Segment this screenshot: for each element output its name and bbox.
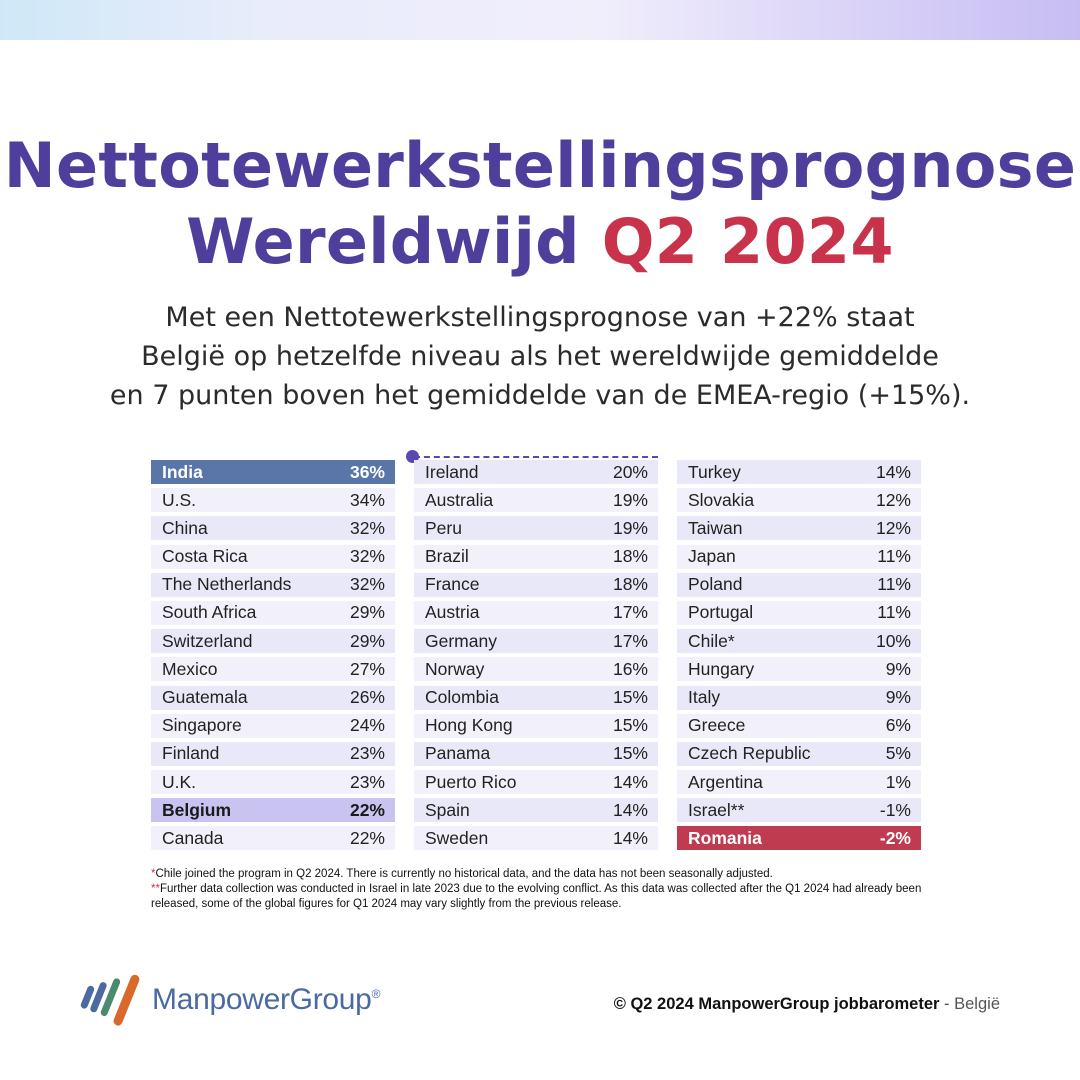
table-row [414, 573, 658, 597]
outlook-value: 29% [349, 602, 385, 623]
country-name: Czech Republic [688, 743, 811, 764]
outlook-value: 19% [612, 489, 648, 510]
outlook-value: 20% [612, 461, 648, 482]
country-name: Belgium [162, 799, 232, 820]
table-row [414, 516, 658, 540]
subtitle-line-3: en 7 punten boven het gemiddelde van de EMEA-regio (+15%). [109, 380, 971, 411]
table-row [151, 826, 395, 850]
title-line-2-main: Wereldwijd [186, 205, 580, 278]
subtitle-line-1: Met een Nettotewerkstellingsprognose van +22% staat [165, 302, 915, 333]
country-name: Slovakia [688, 489, 755, 510]
table-row [677, 657, 921, 681]
outlook-value: 14% [612, 771, 648, 792]
country-name: Switzerland [162, 630, 253, 651]
outlook-value: 11% [877, 546, 911, 567]
outlook-value: 36% [349, 461, 385, 482]
country-name: Australia [425, 489, 494, 510]
country-name: Romania [688, 827, 762, 848]
copyright-country: - België [944, 995, 1000, 1013]
country-name: Guatemala [162, 687, 248, 707]
table-row [414, 742, 658, 766]
country-name: South Africa [162, 602, 257, 623]
outlook-value: 12% [875, 489, 911, 510]
copyright-source: Q2 2024 ManpowerGroup jobbarometer [630, 995, 940, 1013]
outlook-value: 29% [349, 630, 385, 651]
page-title [0, 128, 1080, 280]
table-row [677, 742, 921, 766]
country-name: Hong Kong [425, 715, 513, 736]
country-name: Ireland [425, 461, 479, 482]
footnote-1: *Chile joined the program in Q2 2024. There is currently no historical data, and the data has not been seasonally adjusted. [151, 868, 773, 880]
table-row [151, 516, 395, 540]
outlook-value: 11% [877, 574, 911, 595]
table-row [151, 545, 395, 569]
logo-wordmark: ManpowerGroup® [152, 983, 381, 1016]
table-row [414, 545, 658, 569]
country-name: Argentina [688, 771, 763, 792]
table-row [151, 798, 395, 822]
table-row [151, 714, 395, 738]
outlook-value: 17% [612, 630, 648, 651]
outlook-value: 22% [349, 827, 385, 848]
outlook-value: 34% [349, 489, 385, 510]
outlook-value: 24% [349, 715, 385, 736]
country-name: Greece [688, 715, 746, 736]
country-name: Poland [688, 574, 743, 595]
outlook-value: 14% [612, 799, 648, 820]
title-quarter: Q2 2024 [601, 205, 894, 278]
outlook-value: 26% [349, 687, 385, 707]
subtitle [60, 298, 1020, 415]
country-name: Austria [425, 602, 480, 623]
outlook-value: -1% [879, 799, 911, 820]
outlook-value: 15% [612, 743, 648, 764]
country-name: China [162, 517, 208, 538]
country-name: Costa Rica [162, 546, 248, 567]
country-name: Panama [425, 743, 491, 764]
table-row [414, 488, 658, 512]
outlook-value: 12% [875, 517, 911, 538]
table-row [151, 629, 395, 653]
table-row [414, 629, 658, 653]
table-row [151, 488, 395, 512]
ranking-column-3 [677, 460, 921, 855]
outlook-value: 9% [885, 658, 911, 679]
table-row [151, 573, 395, 597]
outlook-value: -2% [879, 827, 911, 848]
logo-bars-icon [80, 971, 146, 1029]
country-name: Norway [425, 658, 485, 679]
footnote-2: **Further data collection was conducted in Israel in late 2023 due to the evolving conflict. As this data was collected after the Q1 2024 had already been released, some of the global figures for Q1 2024 may vary slightly from the previous release. [151, 883, 922, 910]
country-name: Mexico [162, 658, 218, 679]
outlook-value: 23% [349, 743, 385, 764]
outlook-value: 18% [612, 574, 648, 595]
table-row [677, 629, 921, 653]
table-row [414, 826, 658, 850]
outlook-value: 27% [349, 658, 385, 679]
outlook-value: 32% [349, 546, 385, 567]
copyright-line: © Q2 2024 ManpowerGroup jobbarometer - België [613, 995, 1000, 1013]
country-name: Germany [425, 630, 497, 651]
outlook-value: 11% [877, 602, 911, 623]
title-line-2 [0, 204, 1080, 280]
country-name: Canada [162, 827, 224, 848]
table-row [414, 770, 658, 794]
country-name: Peru [425, 517, 462, 538]
outlook-value: 15% [612, 687, 648, 707]
table-row [414, 686, 658, 710]
country-name: U.K. [162, 771, 197, 792]
country-name: Turkey [688, 461, 741, 482]
country-name: Israel** [688, 799, 745, 820]
table-row [151, 601, 395, 625]
table-row [414, 601, 658, 625]
global-average-divider [414, 456, 658, 458]
country-name: France [425, 574, 480, 595]
outlook-value: 1% [885, 771, 911, 792]
table-row [677, 714, 921, 738]
outlook-value: 23% [349, 771, 385, 792]
outlook-value: 10% [875, 630, 911, 651]
table-row [677, 460, 921, 484]
country-name: Spain [425, 799, 470, 820]
table-row [414, 798, 658, 822]
country-name: Finland [162, 743, 220, 764]
table-row [677, 545, 921, 569]
country-name: Italy [688, 687, 721, 707]
country-name: Portugal [688, 602, 754, 623]
country-name: Chile* [688, 630, 735, 651]
table-row [677, 601, 921, 625]
table-row [151, 742, 395, 766]
table-row [677, 488, 921, 512]
top-gradient-band [0, 0, 1080, 40]
outlook-value: 32% [349, 517, 385, 538]
table-row [677, 686, 921, 710]
table-row [414, 714, 658, 738]
country-name: India [162, 461, 203, 482]
ranking-column-1 [151, 460, 395, 855]
country-name: Taiwan [688, 517, 743, 538]
outlook-value: 32% [349, 574, 385, 595]
table-row [414, 657, 658, 681]
outlook-value: 9% [885, 687, 911, 707]
manpowergroup-logo [80, 970, 380, 1030]
outlook-value: 19% [612, 517, 648, 538]
ranking-column-2 [414, 460, 658, 855]
subtitle-line-2: België op hetzelfde niveau als het wereldwijde gemiddelde [141, 341, 939, 372]
outlook-value: 5% [885, 743, 911, 764]
table-row [151, 770, 395, 794]
outlook-value: 18% [612, 546, 648, 567]
country-name: Sweden [425, 827, 489, 848]
table-row [151, 657, 395, 681]
country-name: Colombia [425, 687, 499, 707]
table-row [414, 460, 658, 484]
title-line-1: Nettotewerkstellingsprognose [3, 129, 1077, 202]
country-name: U.S. [162, 489, 197, 510]
outlook-value: 15% [612, 715, 648, 736]
country-name: Singapore [162, 715, 242, 736]
country-name: The Netherlands [162, 574, 292, 595]
footnotes [151, 867, 931, 912]
table-row [151, 460, 395, 484]
country-name: Brazil [425, 546, 469, 567]
country-name: Puerto Rico [425, 771, 517, 792]
outlook-value: 16% [612, 658, 648, 679]
outlook-value: 14% [612, 827, 648, 848]
outlook-value: 17% [612, 602, 648, 623]
country-name: Hungary [688, 658, 755, 679]
table-row [677, 770, 921, 794]
table-row [151, 686, 395, 710]
table-row [677, 516, 921, 540]
outlook-value: 14% [875, 461, 911, 482]
table-row [677, 826, 921, 850]
country-name: Japan [688, 546, 736, 567]
outlook-value: 22% [349, 799, 385, 820]
outlook-value: 6% [885, 715, 911, 736]
table-row [677, 798, 921, 822]
table-row [677, 573, 921, 597]
